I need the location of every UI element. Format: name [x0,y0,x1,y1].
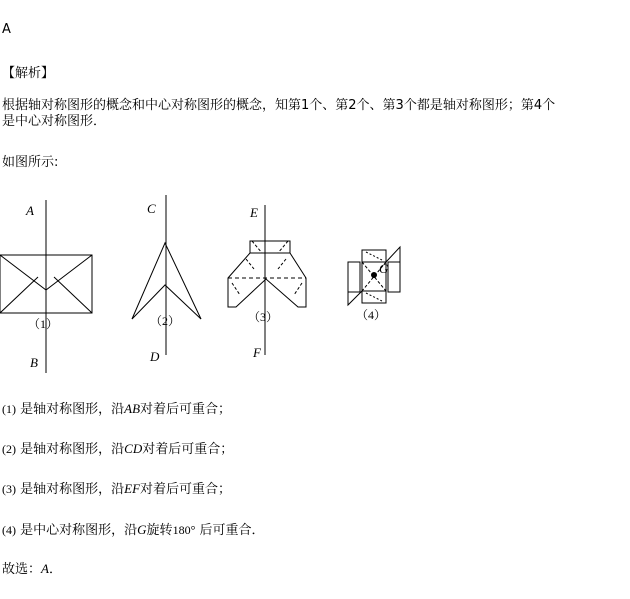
analysis-line-2: 是中心对称图形． [2,114,107,129]
item-3: (3) 是轴对称图形，沿EF对着后可重合； [2,481,232,497]
answer-label: A [2,22,11,37]
label-f: F [253,345,261,360]
label-a: A [26,203,34,218]
label-e: E [250,205,258,220]
item-4: (4) 是中心对称图形，沿G旋转180° 后可重合． [2,522,265,538]
label-b: B [30,355,38,370]
figure-diagram [0,195,440,380]
folded-figure [228,205,306,355]
label-g: G [379,261,389,276]
analysis-heading: 【解析】 [2,66,55,81]
arrow-figure [132,195,201,355]
item-2: (2) 是轴对称图形，沿CD对着后可重合； [2,441,234,457]
caption-3: （3） [248,310,279,324]
label-d: D [150,349,160,364]
envelope-figure [0,200,92,373]
conclusion: 故选：A． [2,561,62,577]
as-shown-text: 如图所示: [2,155,59,170]
caption-2: （2） [150,314,181,328]
center-point-g [371,272,377,278]
label-c: C [147,201,156,216]
analysis-line-1: 根据轴对称图形的概念和中心对称图形的概念，知第1个、第2个、第3个都是轴对称图形；第4个 [2,98,556,113]
item-1: (1) 是轴对称图形，沿AB对着后可重合； [2,401,232,417]
caption-4: （4） [356,308,387,322]
caption-1: （1） [28,317,59,331]
